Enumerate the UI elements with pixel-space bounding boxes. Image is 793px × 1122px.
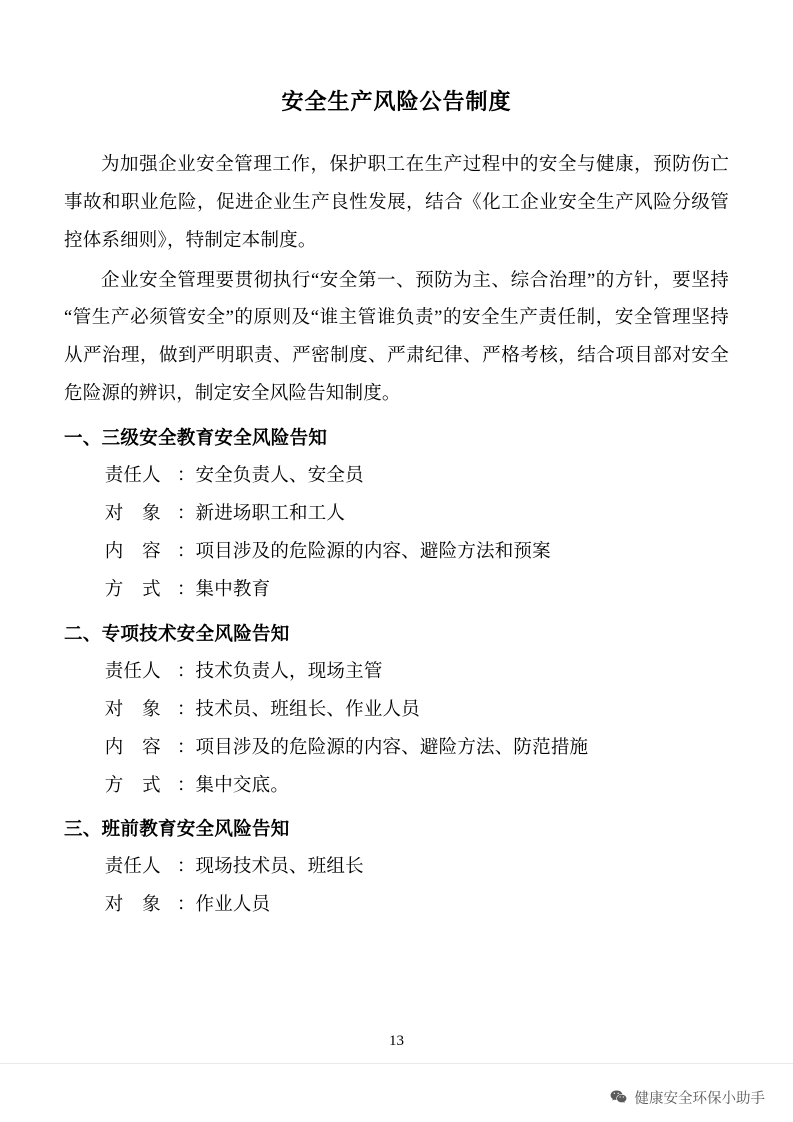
field-separator: ：	[176, 737, 196, 758]
section-heading-1: 一、三级安全教育安全风险告知	[64, 428, 328, 450]
wechat-account-label: 健康安全环保小助手	[634, 1091, 765, 1107]
field-value: 作业人员	[195, 895, 271, 916]
field-label: 责任人	[104, 661, 161, 682]
wechat-account-badge[interactable]	[609, 1087, 766, 1108]
field-separator: ：	[176, 504, 196, 525]
field-row	[64, 768, 729, 806]
section-heading-3: 三、班前教育安全风险告知	[64, 819, 290, 841]
field-value: 集中交底。	[195, 775, 290, 796]
intro-paragraph-2: 企业安全管理要贯彻执行“安全第一、预防为主、综合治理”的方针，要坚持“管生产必须管安全”的原则及“谁主管谁负责”的安全生产责任制，安全管理坚持从严治理，做到严明职责、严密制度、严肃纪律、严格考核，结合项目部对安全危险源的辨识，制定安全风险告知制度。	[64, 270, 729, 405]
field-value: 集中教育	[195, 579, 271, 600]
field-separator: ：	[176, 699, 196, 720]
field-separator: ：	[176, 542, 196, 563]
field-row	[64, 534, 729, 572]
field-label: 责任人	[104, 857, 161, 878]
field-label: 方 式	[104, 775, 161, 796]
field-label: 方 式	[104, 579, 161, 600]
page-title: 安全生产风险公告制度	[281, 90, 512, 115]
field-separator: ：	[176, 661, 196, 682]
field-separator: ：	[176, 857, 196, 878]
field-label: 责任人	[104, 466, 161, 487]
field-label: 内 容	[104, 737, 161, 758]
field-value: 新进场职工和工人	[195, 504, 346, 525]
field-separator: ：	[176, 579, 196, 600]
field-row	[64, 730, 729, 768]
field-label: 内 容	[104, 542, 161, 563]
field-row	[64, 692, 729, 730]
intro-paragraph-1: 为加强企业安全管理工作，保护职工在生产过程中的安全与健康，预防伤亡事故和职业危险，促进企业生产良性发展，结合《化工企业安全生产风险分级管控体系细则》，特制定本制度。	[64, 154, 729, 251]
field-label: 对 象	[104, 699, 161, 720]
field-separator: ：	[176, 895, 196, 916]
field-label: 对 象	[104, 895, 161, 916]
field-row	[64, 496, 729, 534]
field-row	[64, 458, 729, 496]
field-row	[64, 849, 729, 887]
footer-band	[0, 1063, 793, 1122]
field-row	[64, 654, 729, 692]
page-number: 13	[389, 1033, 404, 1049]
field-label: 对 象	[104, 504, 161, 525]
field-separator: ：	[176, 466, 196, 487]
wechat-icon	[609, 1088, 628, 1107]
field-separator: ：	[176, 775, 196, 796]
field-value: 项目涉及的危险源的内容、避险方法、防范措施	[195, 737, 589, 758]
field-value: 技术负责人，现场主管	[195, 661, 383, 682]
section-heading-2: 二、专项技术安全风险告知	[64, 623, 290, 645]
field-row	[64, 887, 729, 925]
field-row	[64, 572, 729, 610]
field-value: 项目涉及的危险源的内容、避险方法和预案	[195, 542, 551, 563]
field-value: 安全负责人、安全员	[195, 466, 364, 487]
field-value: 技术员、班组长、作业人员	[195, 699, 420, 720]
field-value: 现场技术员、班组长	[195, 857, 364, 878]
